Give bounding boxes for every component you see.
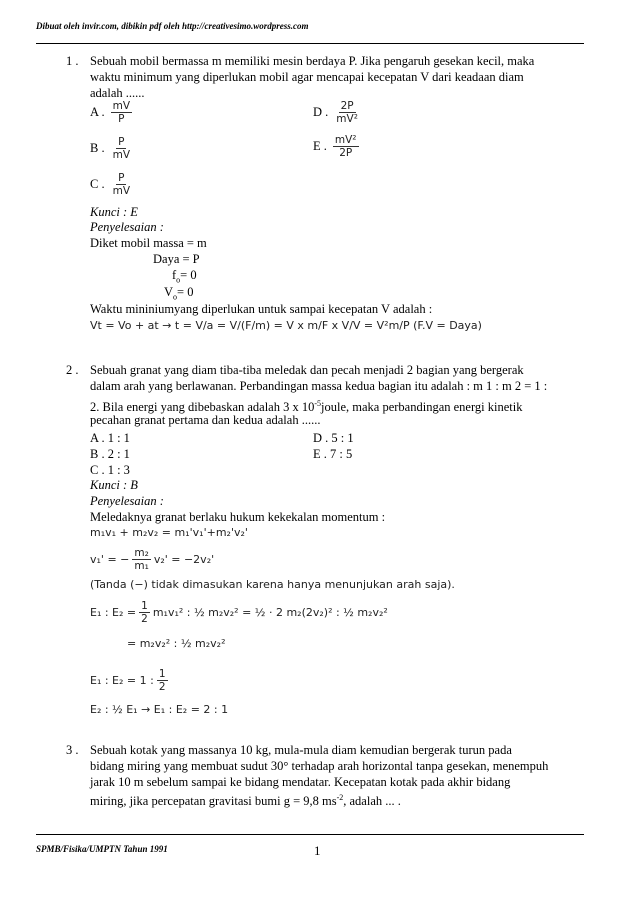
q2-sign-note: (Tanda (−) tidak dimasukan karena hanya menunjukan arah saja). (90, 578, 455, 591)
option-label: D . (313, 105, 329, 119)
q3-line-2: bidang miring yang membuat sudut 30° terhadap arah horizontal tanpa gesekan, menempuh (90, 759, 549, 773)
option-label: B . (90, 141, 105, 155)
q1-given-mass: Diket mobil massa = m (90, 236, 207, 250)
q2-equation-simplified: = m₂v₂² : ½ m₂v₂² (127, 637, 226, 650)
q2-option-d: D . 5 : 1 (313, 431, 354, 445)
q1-option-a (90, 100, 132, 125)
q1-given-friction: $f_o= 0$ (172, 268, 197, 285)
q1-solution-equation: Vt = Vo + at → t = V/a = V/(F/m) = V x m/F x V/V = V²m/P (F.V = Daya) (90, 319, 482, 332)
fraction: $\frac{\text{mV²}}{2P}$ (334, 134, 357, 159)
q1-option-d (313, 100, 360, 125)
q2-equation-momentum: m₁v₁ + m₂v₂ = m₁'v₁'+m₂'v₂' (90, 526, 248, 539)
q1-option-b (90, 136, 132, 161)
q3-line-4: miring, jika percepatan gravitasi bumi g = 9,8 $ms^{-2}$, adalah ... . (90, 793, 401, 809)
q2-number: 2 . (66, 363, 79, 377)
q2-equation-energy-ratio: E₁ : E₂ = $\frac{1}{2}$ m₁v₁² : ½ m₂v₂² = ½ · 2 m₂(2v₂)² : ½ m₂v₂² (90, 600, 388, 625)
q1-option-c (90, 172, 132, 197)
q1-solution-heading: Penyelesaian : (90, 220, 164, 234)
q2-answer-key: Kunci : B (90, 478, 138, 492)
q1-given-power: Daya = P (153, 252, 200, 266)
q1-line-3: adalah ...... (90, 86, 145, 100)
q2-option-e: E . 7 : 5 (313, 447, 353, 461)
q3-line-3: jarak 10 m sebelum sampai ke bidang mendatar. Kecepatan kotak pada akhir bidang (90, 775, 511, 789)
q3-number: 3 . (66, 743, 79, 757)
q1-time-statement: Waktu mininiumyang diperlukan untuk sampai kecepatan V adalah : (90, 302, 433, 316)
q1-line-1: Sebuah mobil bermassa m memiliki mesin berdaya P. Jika pengaruh gesekan kecil, maka (90, 54, 535, 68)
q2-line-1: Sebuah granat yang diam tiba-tiba meledak dan pecah menjadi 2 bagian yang bergerak (90, 363, 524, 377)
footer-divider (36, 834, 584, 835)
q2-solution-heading: Penyelesaian : (90, 494, 164, 508)
q2-option-a: A . 1 : 1 (90, 431, 130, 445)
fraction: $\frac{P}{mV}$ (112, 136, 131, 161)
option-label: A . (90, 105, 105, 119)
fraction: $\frac{2P}{\text{mV²}}$ (336, 100, 358, 125)
fraction: $\frac{mV}{P}$ (112, 100, 131, 125)
q2-equation-result: E₂ : ½ E₁ → E₁ : E₂ = 2 : 1 (90, 703, 229, 716)
q2-momentum-statement: Meledaknya granat berlaku hukum kekekalan momentum : (90, 510, 386, 524)
option-label: C . (90, 177, 105, 191)
q1-answer-key: Kunci : E (90, 205, 138, 219)
q2-line-2: dalam arah yang berlawanan. Perbandingan massa kedua bagian itu adalah : m 1 : m 2 = 1 : (90, 379, 548, 393)
q2-option-b: B . 2 : 1 (90, 447, 130, 461)
q2-equation-ratio-half: E₁ : E₂ = 1 : $\frac{1}{2}$ (90, 668, 166, 693)
fraction: $\frac{P}{mV}$ (112, 172, 131, 197)
q1-option-e (313, 134, 359, 159)
q2-option-c: C . 1 : 3 (90, 463, 130, 477)
q2-line-3: 2. Bila energi yang dibebaskan adalah 3 x $10^{-5}joule$, maka perbandingan energi kinetik (90, 399, 523, 415)
page-header: Dibuat oleh invir.com, dibikin pdf oleh http://creativesimo.wordpress.com (36, 21, 309, 31)
q1-line-2: waktu minimum yang diperlukan mobil agar mencapai kecepatan V dari keadaan diam (90, 70, 524, 84)
q1-number: 1 . (66, 54, 79, 68)
page-number: 1 (314, 843, 321, 858)
q3-line-1: Sebuah kotak yang massanya 10 kg, mula-mula diam kemudian bergerak turun pada (90, 743, 512, 757)
q2-line-4: pecahan granat pertama dan kedua adalah ...... (90, 413, 321, 427)
option-label: E . (313, 139, 327, 153)
q2-equation-velocity: v₁' = − $\frac{\text{m₂}}{\text{m₁}}$ v₂' = −2v₂' (90, 547, 215, 572)
header-divider (36, 43, 584, 44)
page-footer: SPMB/Fisika/UMPTN Tahun 1991 (36, 844, 168, 854)
q1-given-velocity: $V_o= 0$ (164, 285, 194, 302)
